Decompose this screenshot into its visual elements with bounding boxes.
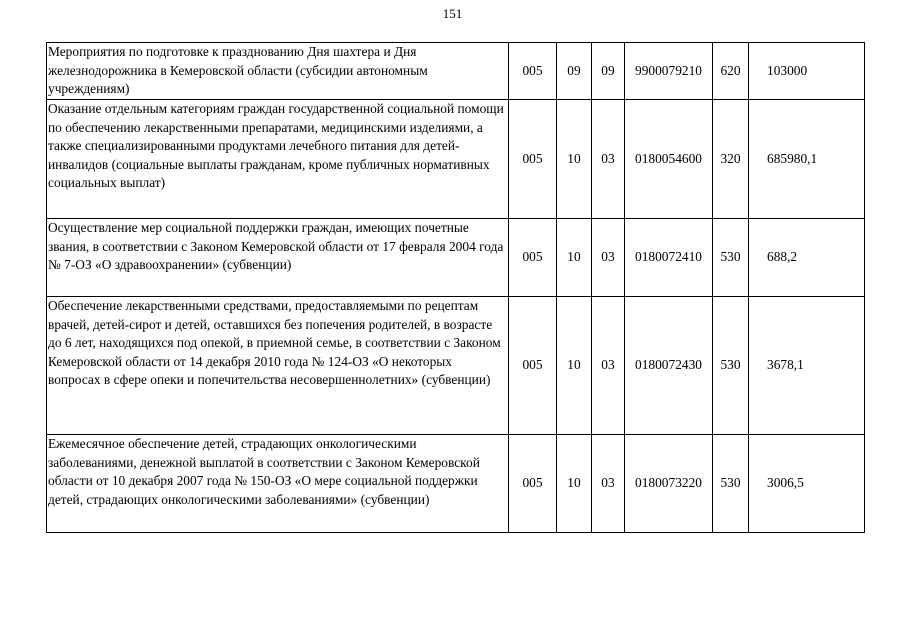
ministry-code: 005 [509, 297, 557, 435]
table-row [47, 297, 865, 435]
amount-value: 3006,5 [749, 435, 865, 533]
ministry-code: 005 [509, 100, 557, 219]
expense-type-code: 620 [713, 43, 749, 100]
subsection-code: 09 [592, 43, 625, 100]
subsection-code: 03 [592, 297, 625, 435]
target-article-code: 0180072430 [625, 297, 713, 435]
subsection-code: 03 [592, 435, 625, 533]
expense-type-code: 530 [713, 219, 749, 297]
section-code: 10 [557, 219, 592, 297]
amount-value: 103000 [749, 43, 865, 100]
expense-type-code: 530 [713, 297, 749, 435]
ministry-code: 005 [509, 43, 557, 100]
ministry-code: 005 [509, 219, 557, 297]
expense-type-code: 320 [713, 100, 749, 219]
row-description: Оказание отдельным категориям граждан государственной социальной помощи по обеспечению лекарственными препаратами, медицинскими изделиями, а также специализированными продуктами лечебного питания для детей-инвалидов (социальные выплаты гражданам, кроме публичных нормативных социальных выплат) [47, 100, 509, 219]
section-code: 10 [557, 435, 592, 533]
amount-value: 3678,1 [749, 297, 865, 435]
target-article-code: 9900079210 [625, 43, 713, 100]
expense-type-code: 530 [713, 435, 749, 533]
section-code: 10 [557, 297, 592, 435]
row-description: Осуществление мер социальной поддержки граждан, имеющих почетные звания, в соответствии с Законом Кемеровской области от 17 февраля 2004 года № 7-ОЗ «О здравоохранении» (субвенции) [47, 219, 509, 297]
amount-value: 688,2 [749, 219, 865, 297]
page-number: 151 [442, 6, 463, 21]
target-article-code: 0180054600 [625, 100, 713, 219]
table-row [47, 43, 865, 100]
subsection-code: 03 [592, 100, 625, 219]
section-code: 09 [557, 43, 592, 100]
subsection-code: 03 [592, 219, 625, 297]
target-article-code: 0180073220 [625, 435, 713, 533]
amount-value: 685980,1 [749, 100, 865, 219]
budget-table [46, 42, 865, 533]
row-description: Мероприятия по подготовке к празднованию Дня шахтера и Дня железнодорожника в Кемеровской области (субсидии автономным учреждениям) [47, 43, 509, 100]
row-description: Ежемесячное обеспечение детей, страдающих онкологическими заболеваниями, денежной выплатой в соответствии с Законом Кемеровской области от 10 декабря 2007 года № 150-ОЗ «О мере социальной поддержки детей, страдающих онкологическими заболеваниями» (субвенции) [47, 435, 509, 533]
section-code: 10 [557, 100, 592, 219]
ministry-code: 005 [509, 435, 557, 533]
row-description: Обеспечение лекарственными средствами, предоставляемыми по рецептам врачей, детей-сирот и детей, оставшихся без попечения родителей, в возрасте до 6 лет, находящихся под опекой, в приемной семье, в соответствии с Законом Кемеровской области от 14 декабря 2010 года № 124-ОЗ «О некоторых вопросах в сфере опеки и попечительства несовершеннолетних» (субвенции) [47, 297, 509, 435]
target-article-code: 0180072410 [625, 219, 713, 297]
table-row [47, 219, 865, 297]
table-row [47, 435, 865, 533]
table-row [47, 100, 865, 219]
